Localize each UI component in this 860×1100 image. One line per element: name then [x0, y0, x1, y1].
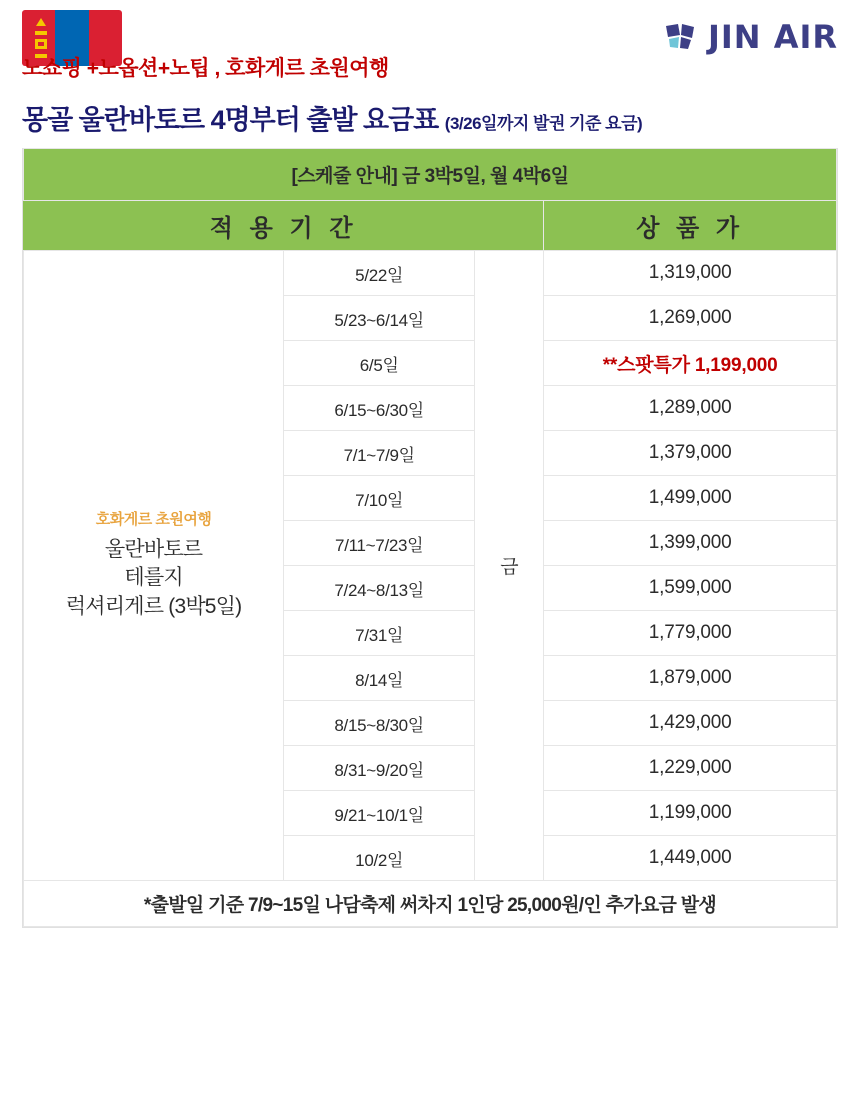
- headline-text: 노쇼핑 +노옵션+노팁 , 호화게르 초원여행: [22, 57, 389, 80]
- product-cell: [24, 251, 284, 881]
- price-cell: 1,449,000: [544, 836, 837, 881]
- page-title: [22, 98, 642, 137]
- period-cell: 6/5일: [284, 341, 475, 386]
- page-title-main: 몽골 울란바토르 4명부터 출발 요금표: [22, 105, 439, 135]
- product-tagline: 호화게르 초원여행: [95, 510, 212, 528]
- price-cell: 1,269,000: [544, 296, 837, 341]
- period-cell: 7/11~7/23일: [284, 521, 475, 566]
- price-cell-special: **스팟특가 1,199,000: [544, 341, 837, 386]
- column-header-price: 상 품 가: [544, 201, 837, 251]
- table-row: [24, 251, 837, 296]
- price-cell: 1,199,000: [544, 791, 837, 836]
- period-cell: 6/15~6/30일: [284, 386, 475, 431]
- period-cell: 7/24~8/13일: [284, 566, 475, 611]
- price-cell: 1,779,000: [544, 611, 837, 656]
- period-cell: 7/10일: [284, 476, 475, 521]
- period-cell: 10/2일: [284, 836, 475, 881]
- footer-note: *출발일 기준 7/9~15일 나담축제 써차지 1인당 25,000원/인 추가요금 발생: [24, 881, 837, 927]
- period-cell: 7/1~7/9일: [284, 431, 475, 476]
- jinair-butterfly-icon: [664, 22, 698, 52]
- price-cell: 1,289,000: [544, 386, 837, 431]
- price-cell: 1,319,000: [544, 251, 837, 296]
- period-cell: 8/14일: [284, 656, 475, 701]
- product-line-2: 테를지: [124, 566, 183, 590]
- product-line-3: 럭셔리게르 (3박5일): [65, 594, 242, 618]
- product-line-1: 울란바토르: [104, 538, 203, 562]
- price-cell: 1,229,000: [544, 746, 837, 791]
- period-cell: 9/21~10/1일: [284, 791, 475, 836]
- price-cell: 1,879,000: [544, 656, 837, 701]
- fare-table-container: [22, 148, 838, 928]
- period-cell: 5/22일: [284, 251, 475, 296]
- price-cell: 1,429,000: [544, 701, 837, 746]
- jinair-logo-text: JIN AIR: [707, 18, 838, 56]
- page-title-sub: (3/26일까지 발권 기준 요금): [444, 114, 643, 133]
- price-cell: 1,399,000: [544, 521, 837, 566]
- column-header-period: 적 용 기 간: [24, 201, 544, 251]
- page-header: [0, 0, 860, 148]
- fare-table: [23, 148, 837, 927]
- departure-day-cell: 금: [475, 251, 544, 881]
- price-cell: 1,379,000: [544, 431, 837, 476]
- jinair-logo: [664, 18, 838, 56]
- table-header-row: [24, 201, 837, 251]
- schedule-note: [스케줄 안내] 금 3박5일, 월 4박6일: [24, 149, 837, 201]
- price-cell: 1,599,000: [544, 566, 837, 611]
- period-cell: 8/15~8/30일: [284, 701, 475, 746]
- price-cell: 1,499,000: [544, 476, 837, 521]
- period-cell: 5/23~6/14일: [284, 296, 475, 341]
- period-cell: 8/31~9/20일: [284, 746, 475, 791]
- footer-note-row: [24, 881, 837, 927]
- schedule-note-row: [24, 149, 837, 201]
- period-cell: 7/31일: [284, 611, 475, 656]
